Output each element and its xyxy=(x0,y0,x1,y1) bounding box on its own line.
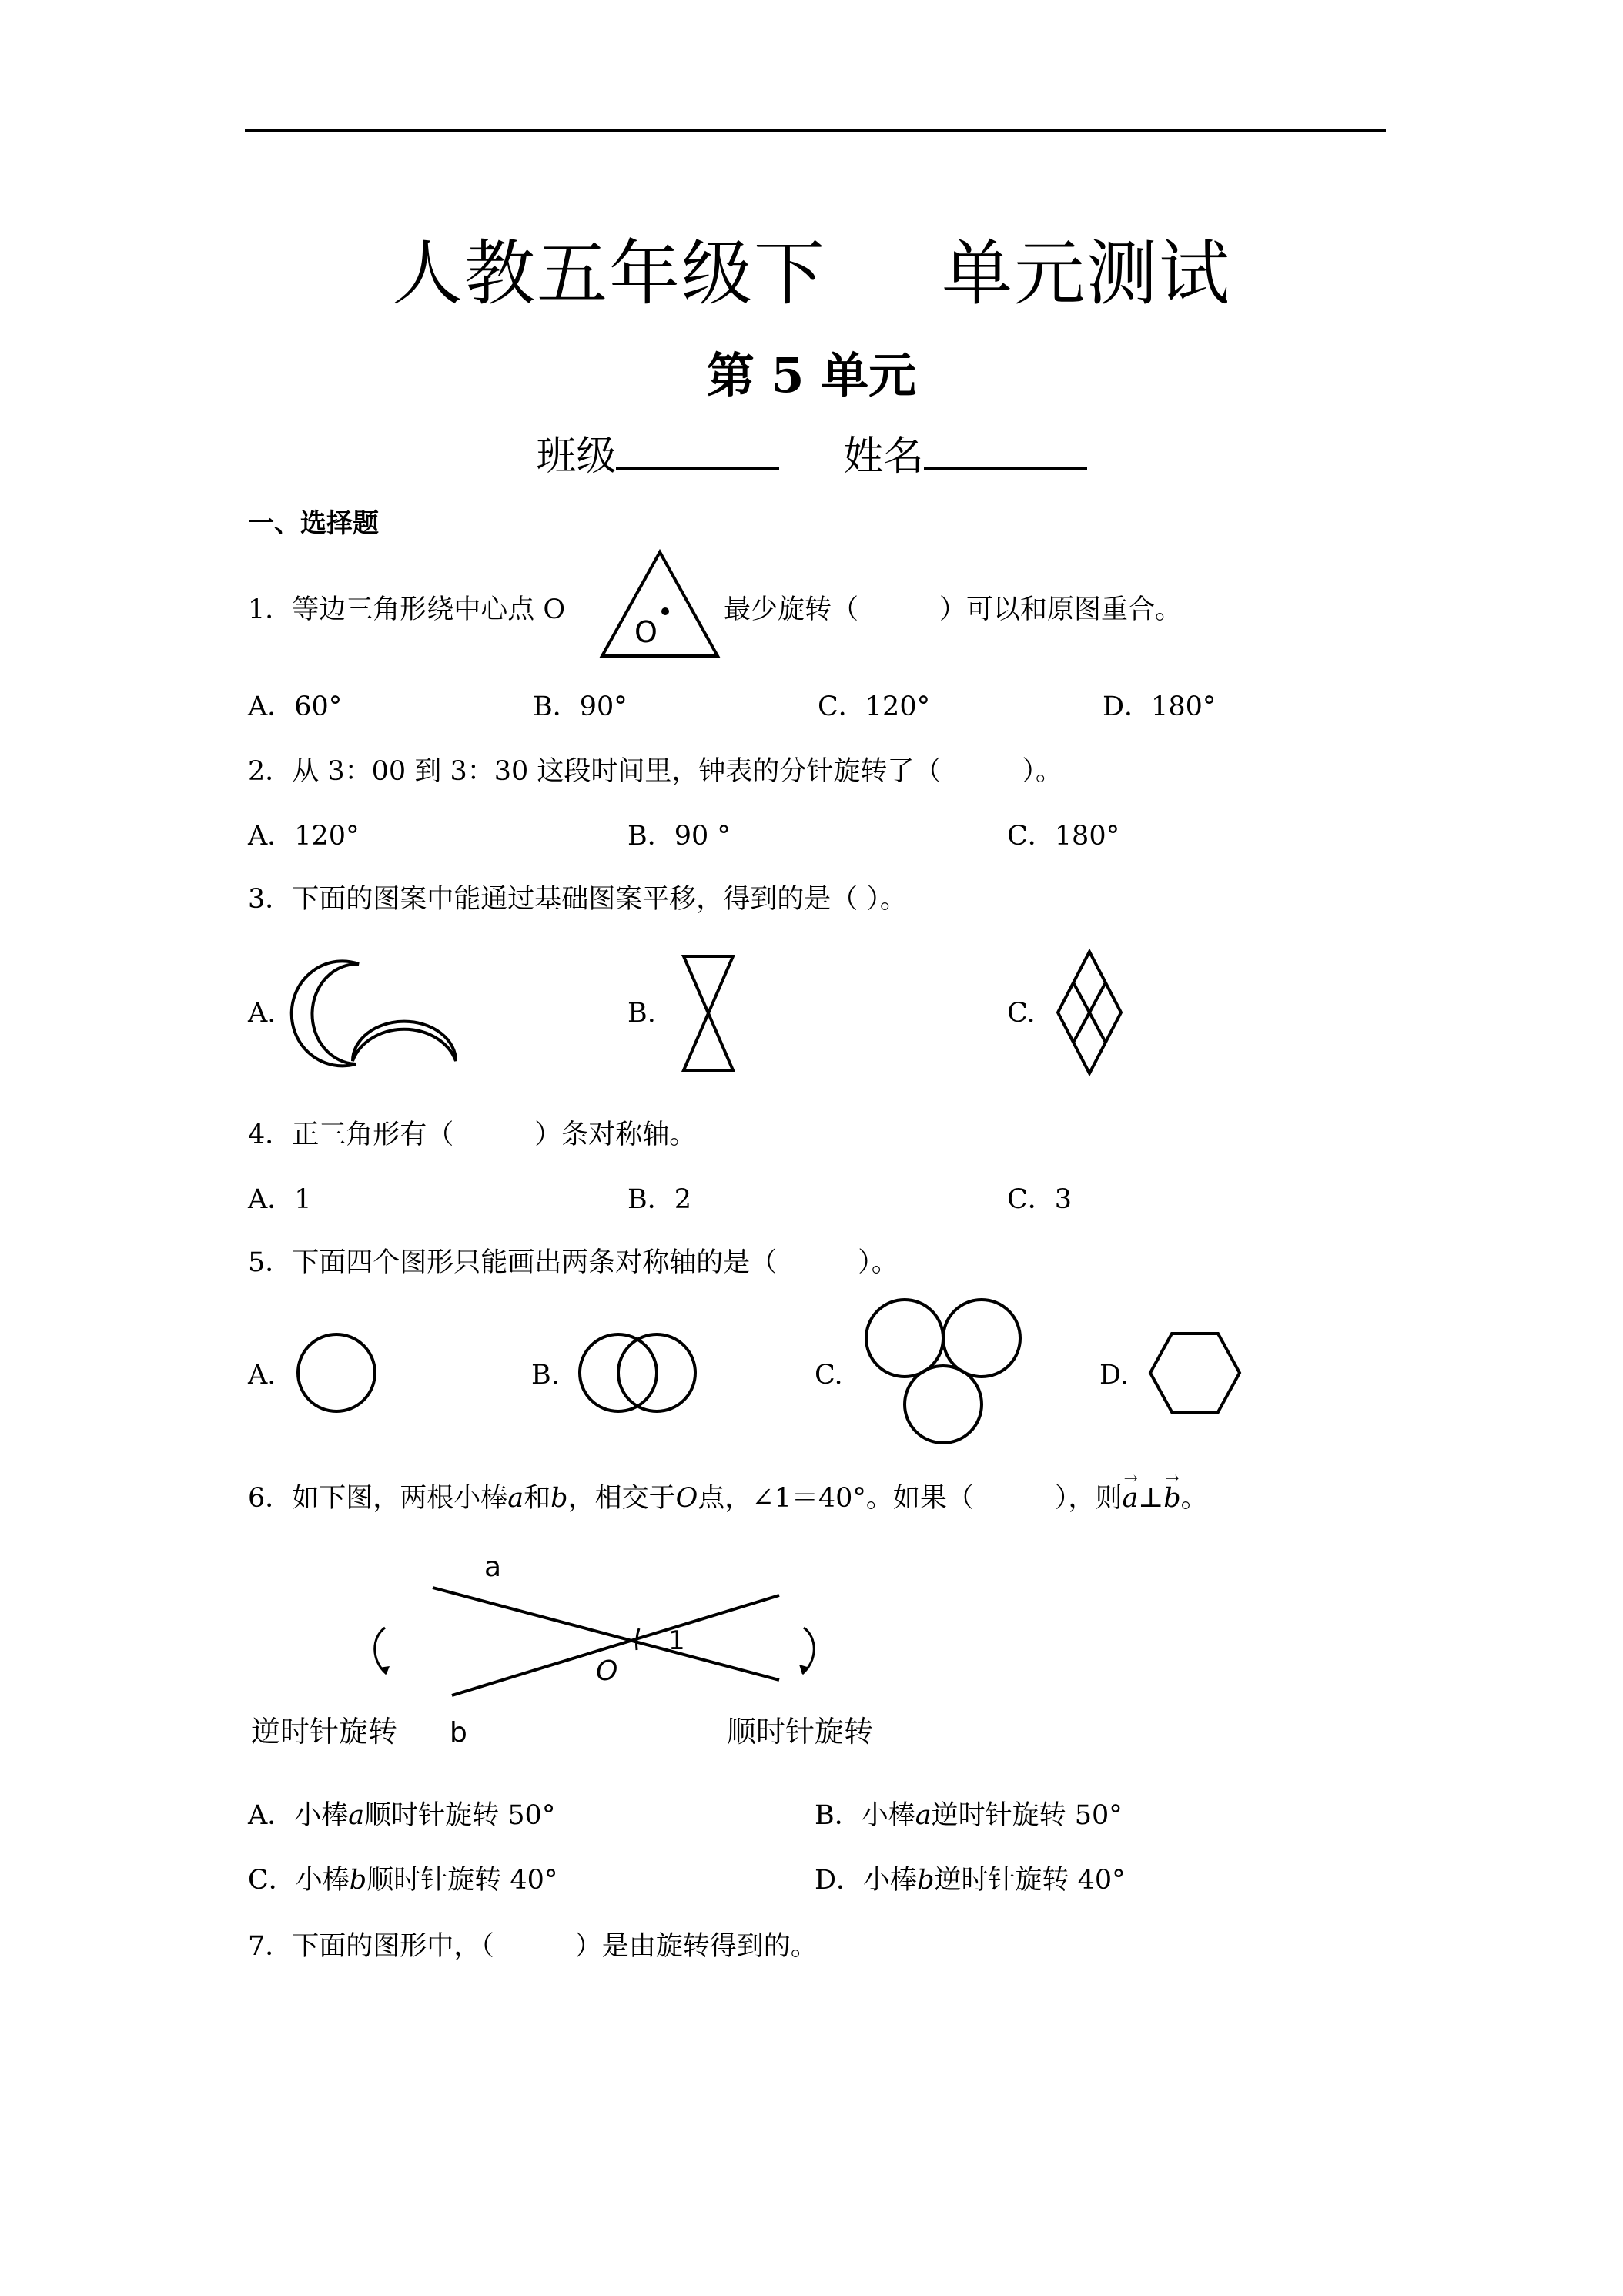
q6-option-b[interactable]: B．小棒a逆时针旋转 50° xyxy=(815,1800,1123,1831)
q6-option-a[interactable]: A．小棒a顺时针旋转 50° xyxy=(248,1800,556,1831)
label-o: O xyxy=(596,1655,618,1687)
name-label: 姓名 xyxy=(843,433,924,480)
q2-option-a[interactable]: A．120° xyxy=(248,821,360,852)
cw-label: 顺时针旋转 xyxy=(727,1715,874,1749)
vector-a: a xyxy=(1122,1483,1139,1514)
q3-stem: 3．下面的图案中能通过基础图案平移，得到的是（ ）。 xyxy=(248,884,907,915)
q5-option-d[interactable]: D. xyxy=(1099,1360,1129,1391)
q5-three-circles-figure xyxy=(861,1297,1030,1451)
q6-option-c[interactable]: C．小棒b顺时针旋转 40° xyxy=(248,1865,558,1896)
q5-option-c[interactable]: C. xyxy=(815,1360,843,1391)
q5-circle-figure xyxy=(294,1330,379,1415)
q1-option-d[interactable]: D．180° xyxy=(1103,691,1216,722)
q4-option-b[interactable]: B．2 xyxy=(627,1184,691,1215)
q4-option-a[interactable]: A．1 xyxy=(248,1184,312,1215)
page-title: 人教五年级下 单元测试 xyxy=(391,233,1232,315)
q5-option-b[interactable]: B. xyxy=(531,1360,560,1391)
q7-stem: 7．下面的图形中，（ ）是由旋转得到的。 xyxy=(248,1931,818,1962)
q6-option-d[interactable]: D．小棒b逆时针旋转 40° xyxy=(815,1865,1126,1896)
q4-stem: 4．正三角形有（ ）条对称轴。 xyxy=(248,1120,697,1150)
student-info-line xyxy=(0,423,1623,481)
q1-option-a[interactable]: A．60° xyxy=(248,691,343,722)
q2-option-c[interactable]: C．180° xyxy=(1007,821,1120,852)
class-label: 班级 xyxy=(536,433,617,480)
header-rule xyxy=(245,129,1386,132)
q3-hourglass-figure xyxy=(678,952,739,1075)
q1-option-c[interactable]: C．120° xyxy=(818,691,931,722)
q1-triangle-figure xyxy=(594,548,725,664)
label-b: b xyxy=(450,1717,467,1749)
q5-option-a[interactable]: A. xyxy=(248,1360,276,1391)
q6-rotation-figure xyxy=(248,1541,895,1765)
q1-option-b[interactable]: B．90° xyxy=(533,691,627,722)
var-o: O xyxy=(675,1483,698,1514)
q1-stem-a: 1．等边三角形绕中心点 O xyxy=(248,594,566,625)
q1-stem-b: 最少旋转（ ）可以和原图重合。 xyxy=(724,594,1183,625)
ccw-label: 逆时针旋转 xyxy=(251,1715,398,1749)
section-title: 一、选择题 xyxy=(248,508,379,539)
label-a: a xyxy=(484,1551,502,1583)
q5-two-circles-figure xyxy=(576,1330,699,1415)
q3-crescent-figure xyxy=(305,955,467,1078)
q5-stem: 5．下面四个图形只能画出两条对称轴的是（ ）。 xyxy=(248,1247,899,1278)
q2-stem: 2．从 3：00 到 3：30 这段时间里，钟表的分针旋转了（ ）。 xyxy=(248,756,1062,787)
q3-option-c[interactable]: C. xyxy=(1007,998,1036,1029)
vector-b: b xyxy=(1163,1483,1181,1514)
q4-option-c[interactable]: C．3 xyxy=(1007,1184,1073,1215)
label-angle-1: 1 xyxy=(668,1625,685,1656)
q3-rhombus-figure xyxy=(1055,949,1124,1076)
q6-stem: 6．如下图，两根小棒a和b，相交于O点，∠1＝40°。如果（ ），则 → a⊥ → b。 xyxy=(248,1469,1208,1514)
q3-option-a[interactable]: A. xyxy=(248,998,276,1029)
q5-hexagon-figure xyxy=(1147,1330,1243,1415)
name-blank[interactable] xyxy=(924,432,1087,470)
q2-option-b[interactable]: B．90 ° xyxy=(627,821,731,852)
var-b: b xyxy=(550,1483,568,1514)
unit-subtitle: 第 5 单元 xyxy=(706,347,917,403)
q3-option-b[interactable]: B. xyxy=(627,998,656,1029)
class-blank[interactable] xyxy=(616,432,779,470)
var-a: a xyxy=(507,1483,524,1514)
q1-center-label: O xyxy=(634,615,658,649)
